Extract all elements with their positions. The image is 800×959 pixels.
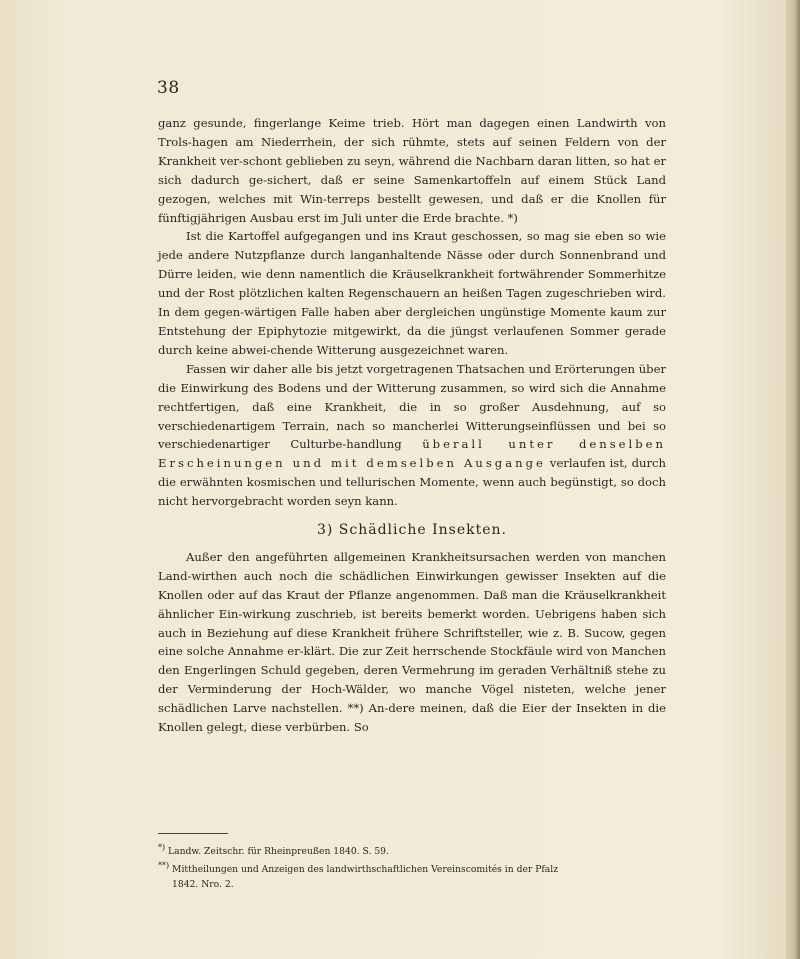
footnote-text: Landw. Zeitschr. für Rheinpreußen 1840. S. 59. <box>168 846 389 858</box>
section-heading: 3) Schädliche Insekten. <box>316 522 507 539</box>
paragraph: Außer den angeführten allgemeinen Krankheitsursachen werden von manchen Land-wirthen auch noch die schädlichen Einwirkungen gewisser Insekten auf die Knollen oder auf das Kraut der Pflanze angenommen. Daß man die Kräuselkrankheit ähnlicher Ein-wirkung zuschrieb, ist bereits bemerkt worden. Uebrigens haben sich auch in Beziehung auf diese Krankheit frühere Schriftsteller, wie z. B. Sucow, gegen eine solche Annahme er-klärt. Die zur Zeit herrschende Stockfäule wird von Manchen den Engerlingen Schuld gegeben, deren Vermehrung im geraden Verhältniß stehe zu der Verminderung der Hoch-Wälder, wo manche Vögel nisteten, welche jener schädlichen Larve nachstellen. **) An-dere meinen, daß die Eier der Insekten in die Knollen gelegt, diese verbürben. So <box>158 549 666 735</box>
body-text <box>158 114 666 737</box>
footnote-mark: *) <box>158 843 166 852</box>
footnote <box>158 859 666 877</box>
footnote-mark: **) <box>158 861 170 871</box>
paragraph-text: verlaufen ist, durch die erwähnten kosmischen und tellurischen Momente, wenn auch begünstigt, so doch nicht hervorgebracht worden seyn kann. <box>158 456 666 509</box>
paragraph-text: Fassen wir daher alle bis jetzt vorgetragenen Thatsachen und Erörterungen über die Einwirkung des Bodens und der Witterung zusammen, so wird sich die Annahme rechtfertigen, daß eine Krankheit, die in so großer Ausdehnung, auf so verschiedenartigem Terrain, nach so mancherlei Witterungseinflüssen und bei so verschiedenartiger Culturbe-handlung <box>158 361 666 452</box>
paragraph: ganz gesunde, fingerlange Keime trieb. Hört man dagegen einen Landwirth von Trols-hagen am Niederrhein, der sich rühmte, stets auf seinen Feldern von der Krankheit ver-schont geblieben zu seyn, während die Nachbarn daran litten, so hat er sich dadurch ge-sichert, daß er seine Samenkartoffeln auf einem Stück Land gezogen, welches mit Win-terreps bestellt gewesen, und daß er die Knollen für fünftigjährigen Ausbau erst im Juli unter die Erde brachte. *) <box>158 116 666 225</box>
page-edge <box>786 0 800 959</box>
paragraph: Ist die Kartoffel aufgegangen und ins Kraut geschossen, so mag sie eben so wie jede andere Nutzpflanze durch langanhaltende Nässe oder durch Sonnenbrand und Dürre leiden, wie denn namentlich die Kräuselkrankheit fortwährender Sommerhitze und der Rost plötzlichen kalten Regenschauern an heißen Tagen zugeschrieben wird. In dem gegen-wärtigen Falle haben aber dergleichen ungünstige Momente kaum zur Entstehung der Epiphytozie mitgewirkt, da die jüngst verlaufenen Sommer gerade durch keine abwei-chende Witterung ausgezeichnet waren. <box>158 229 666 357</box>
emphasized-text: überall unter denselben Erscheinungen und mit demselben Ausgange <box>158 437 666 471</box>
footnote-continuation: 1842. Nro. 2. <box>172 878 234 890</box>
page-number: 38 <box>157 78 180 98</box>
footnote-text: Mittheilungen und Anzeigen des landwirthschaftlichen Vereinscomités in der Pfalz <box>172 864 559 876</box>
paragraph <box>158 360 666 511</box>
footnote-divider <box>158 833 228 834</box>
footnote <box>158 841 666 859</box>
footnotes <box>158 841 666 892</box>
